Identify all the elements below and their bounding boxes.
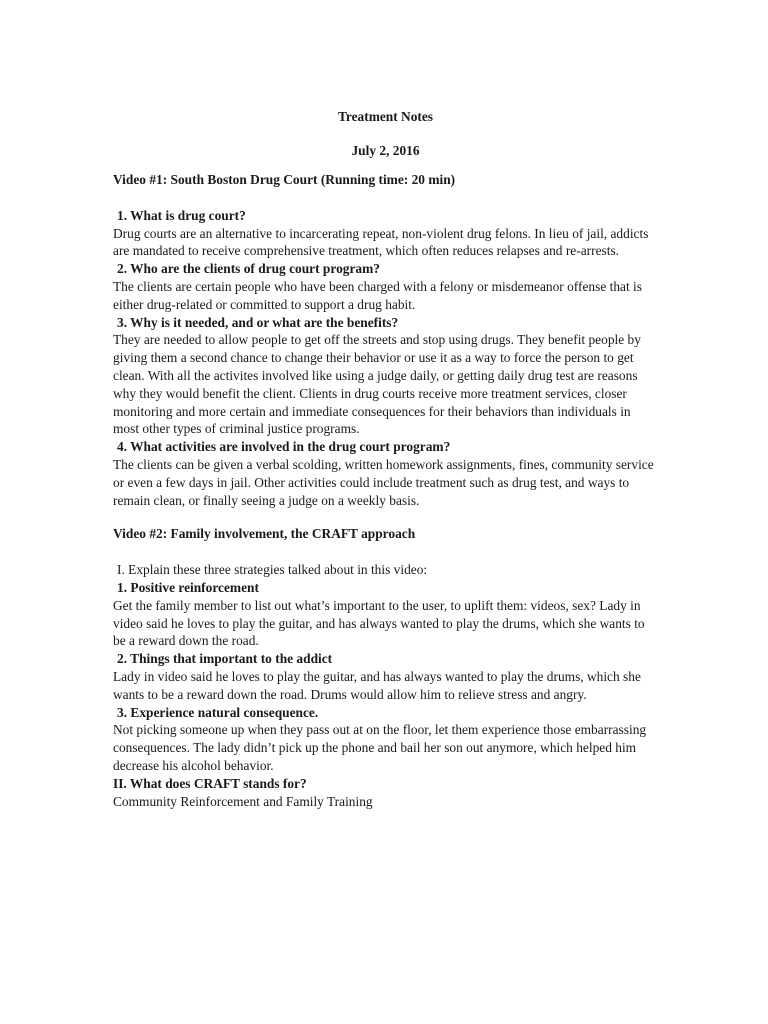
video1-question-1: 1. What is drug court? [117, 207, 246, 223]
video1-heading: Video #1: South Boston Drug Court (Running time: 20 min) [113, 172, 456, 187]
video1-answer-4: The clients can be given a verbal scolding, written homework assignments, fines, community service or even a few days in jail. Other activities could include treatment such as drug test, and ways to remain clean, or finally seeing a judge on a weekly basis. [113, 456, 654, 508]
video2-question-2: 2. Things that important to the addict [117, 651, 333, 667]
document-page [113, 106, 658, 810]
video2-section [113, 561, 658, 810]
video2-answer-1: Get the family member to list out what’s important to the user, to uplift them: videos, sex? Lady in video said he loves to play the guitar, and has always wanted to play the drums, which she wants to be a reward down the road. [113, 597, 645, 649]
video1-answer-3: They are needed to allow people to get off the streets and stop using drugs. They benefit people by giving them a second chance to change their behavior or use it as a way to force the person to get clean. With all the activites involved like using a judge daily, or getting daily drug test are reasons why they would benefit the client. Clients in drug courts receive more treatment services, closer monitoring and more certain and immediate consequences for their behaviors than individuals in most other types of criminal justice programs. [113, 332, 641, 437]
craft-answer: Community Reinforcement and Family Training [113, 793, 373, 809]
video2-answer-2: Lady in video said he loves to play the guitar, and has always wanted to play the drums, which she wants to be a reward down the road. Drums would allow him to relieve stress and angry. [113, 668, 641, 702]
video1-answer-2: The clients are certain people who have been charged with a felony or misdemeanor offense that is either drug-related or committed to support a drug habit. [113, 278, 642, 312]
video1-question-3: 3. Why is it needed, and or what are the benefits? [117, 314, 399, 330]
video2-question-3: 3. Experience natural consequence. [117, 704, 319, 720]
video1-question-2: 2. Who are the clients of drug court program? [117, 261, 380, 277]
document-title: Treatment Notes [337, 109, 434, 124]
video1-section [113, 207, 658, 510]
video2-question-1: 1. Positive reinforcement [117, 579, 259, 595]
video2-answer-3: Not picking someone up when they pass out at on the floor, let them experience those embarrassing consequences. The lady didn’t pick up the phone and bail her son out anymore, which helped him decrease his alcohol behavior. [113, 722, 647, 773]
craft-question: II. What does CRAFT stands for? [113, 775, 307, 791]
video2-intro: I. Explain these three strategies talked about in this video: [117, 562, 428, 578]
document-date: July 2, 2016 [351, 143, 420, 158]
video1-answer-1: Drug courts are an alternative to incarcerating repeat, non-violent drug felons. In lieu of jail, addicts are mandated to receive comprehensive treatment, which often reduces relapses and re-arrests. [113, 225, 649, 259]
video2-heading: Video #2: Family involvement, the CRAFT approach [113, 526, 416, 542]
video1-question-4: 4. What activities are involved in the drug court program? [117, 439, 451, 455]
